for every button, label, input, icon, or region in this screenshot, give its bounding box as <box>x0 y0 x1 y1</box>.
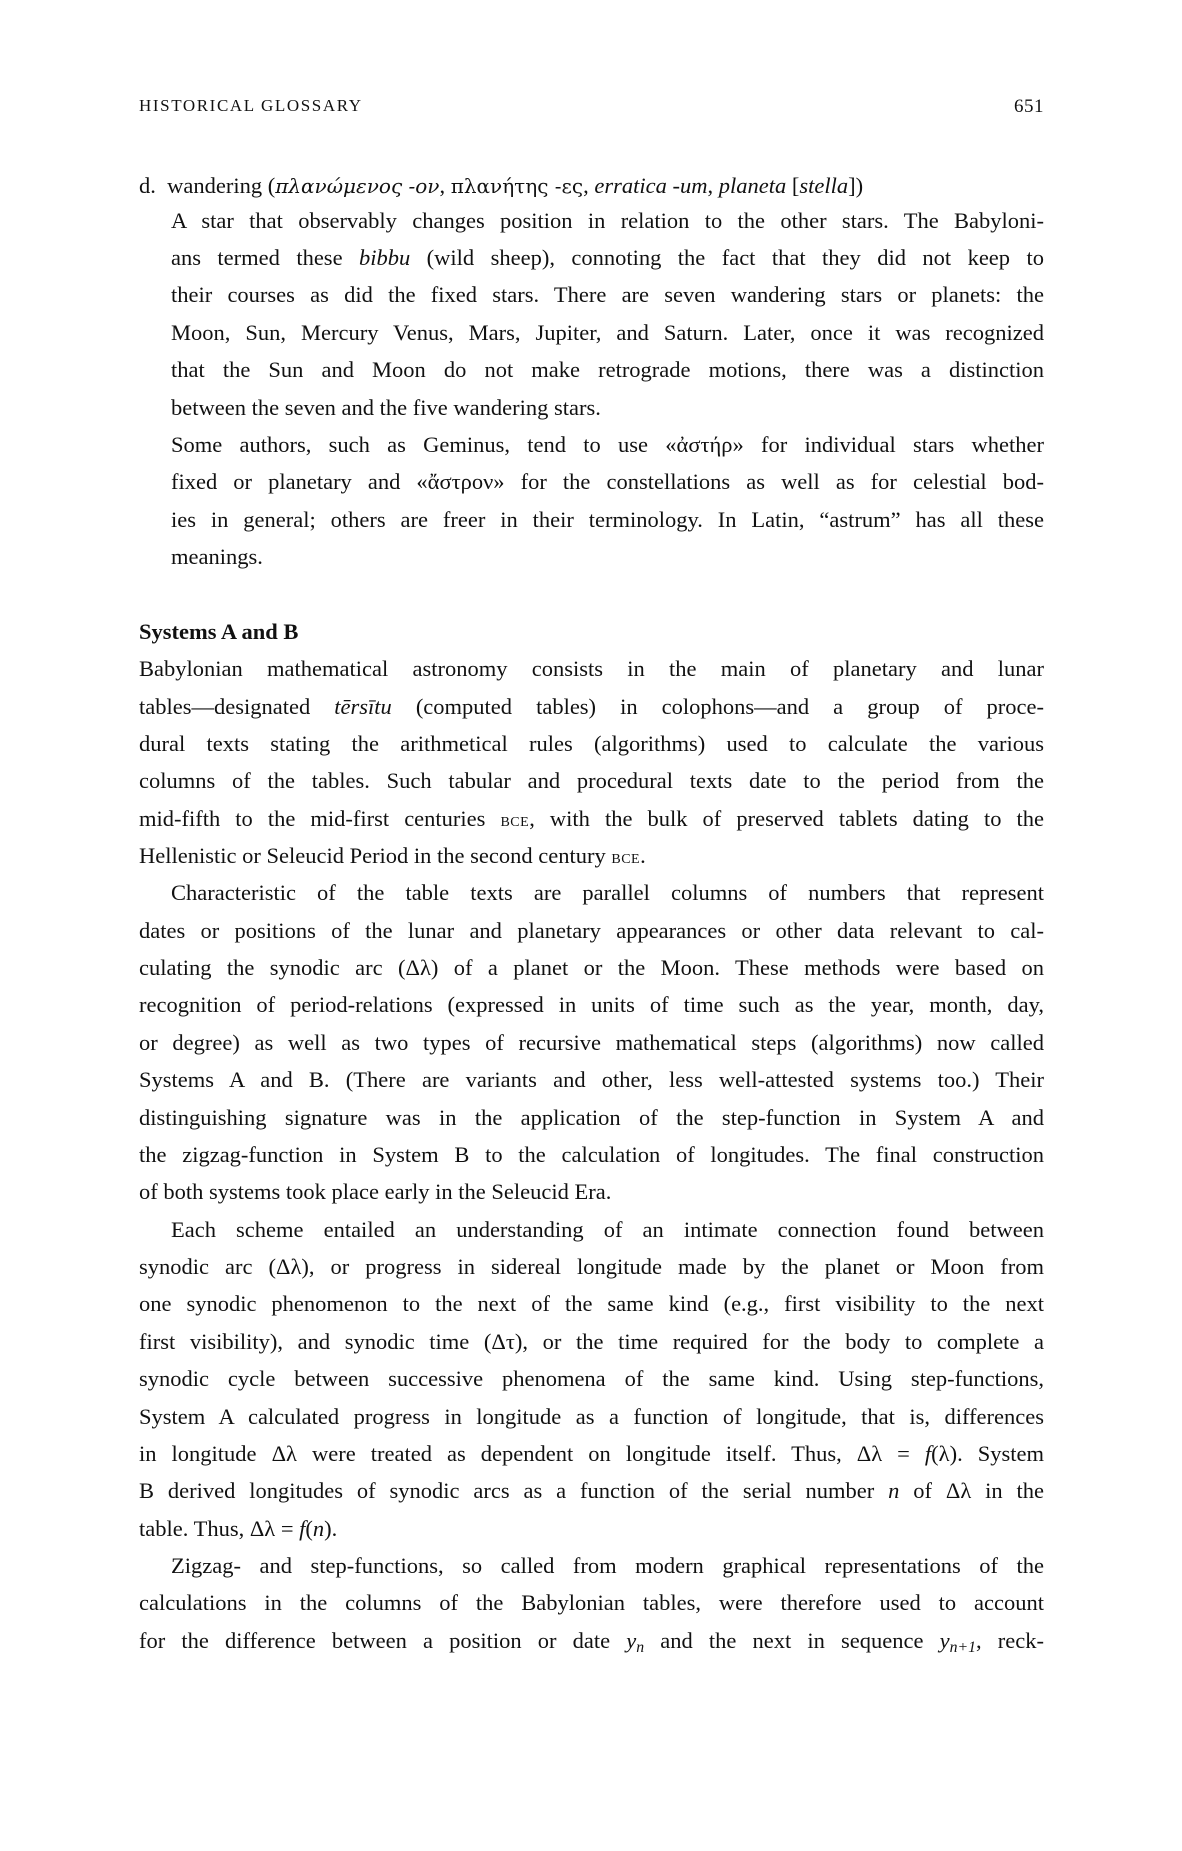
definition-line: meanings. <box>171 544 263 569</box>
definition-line: fixed or planetary and «ἄστρον» for the constellations as well as for celestial bod- <box>171 469 1044 494</box>
paragraph-line: of both systems took place early in the Seleucid Era. <box>139 1179 612 1204</box>
math-n: n <box>888 1478 900 1503</box>
running-head-title: HISTORICAL GLOSSARY <box>139 96 363 115</box>
paragraph-line: mid-fifth to the mid-first centuries bce, with the bulk of preserved tablets dating to the <box>139 806 1044 831</box>
page-number: 651 <box>1014 96 1044 117</box>
definition-line: Moon, Sun, Mercury Venus, Mars, Jupiter, and Saturn. Later, once it was recognized <box>171 320 1044 345</box>
paragraph-line: the zigzag-function in System B to the calculation of longitudes. The final construction <box>139 1142 1044 1167</box>
paragraph-line: synodic cycle between successive phenomena of the same kind. Using step-functions, <box>139 1366 1044 1391</box>
paragraph-line: Babylonian mathematical astronomy consists in the main of planetary and lunar <box>139 656 1044 681</box>
paragraph-line: Each scheme entailed an understanding of an intimate connection found between <box>171 1217 1044 1242</box>
paragraph-line: in longitude Δλ were treated as dependent on longitude itself. Thus, Δλ = f(λ). System <box>139 1441 1044 1466</box>
definition-line: ans termed these bibbu (wild sheep), connoting the fact that they did not keep to <box>171 245 1044 270</box>
paragraph-line: System A calculated progress in longitude as a function of longitude, that is, differences <box>139 1404 1044 1429</box>
paragraph-line: table. Thus, Δλ = f(n). <box>139 1516 338 1541</box>
definition-line: their courses as did the fixed stars. There are seven wandering stars or planets: the <box>171 282 1044 307</box>
paragraph-line: Hellenistic or Seleucid Period in the second century bce. <box>139 843 646 868</box>
math-y: y <box>939 1628 950 1653</box>
math-f: f <box>924 1441 932 1466</box>
latin-term-3: stella <box>799 173 849 198</box>
definition-line: that the Sun and Moon do not make retrograde motions, there was a distinction <box>171 357 1044 382</box>
definition-line: ies in general; others are freer in their terminology. In Latin, “astrum” has all these <box>171 507 1044 532</box>
paragraph-line: B derived longitudes of synodic arcs as a function of the serial number n of Δλ in the <box>139 1478 1044 1503</box>
paragraph-line: or degree) as well as two types of recursive mathematical steps (algorithms) now called <box>139 1030 1044 1055</box>
era-abbreviation: bce <box>611 846 641 868</box>
paragraph-line: synodic arc (Δλ), or progress in sidereal longitude made by the planet or Moon from <box>139 1254 1044 1279</box>
paragraph-line: calculations in the columns of the Babylonian tables, were therefore used to account <box>139 1590 1044 1615</box>
paragraph-line: culating the synodic arc (Δλ) of a planet or the Moon. These methods were based on <box>139 955 1044 980</box>
entry-term: wandering <box>167 173 263 198</box>
term-bibbu: bibbu <box>358 245 411 270</box>
math-subscript-n-plus-1: n+1 <box>949 1638 977 1656</box>
term-tersitu: tērsītu <box>334 694 392 719</box>
running-head <box>139 96 1044 122</box>
greek-term-2: πλανήτης -ες <box>450 174 584 198</box>
definition-line: between the seven and the five wandering stars. <box>171 395 601 420</box>
math-subscript-n: n <box>636 1638 645 1656</box>
greek-term-1: πλανώμενος -ον <box>275 174 440 198</box>
latin-term-2: planeta <box>718 173 787 198</box>
paragraph-line: Characteristic of the table texts are parallel columns of numbers that represent <box>171 880 1044 905</box>
math-n: n <box>312 1516 325 1541</box>
paragraph-line: first visibility), and synodic time (Δτ), or the time required for the body to complete a <box>139 1329 1044 1354</box>
paragraph-line: tables—designated tērsītu (computed tables) in colophons—and a group of proce- <box>139 694 1044 719</box>
glossary-entry-heading: d. wandering (πλανώμενος -ον, πλανήτης -ες, erratica -um, planeta [stella]) <box>139 173 864 198</box>
paragraph-line: dates or positions of the lunar and planetary appearances or other data relevant to cal- <box>139 918 1044 943</box>
paragraph-line: for the difference between a position or date $y_n$ and the next in sequence $y_{n+1}$, reck- <box>139 1628 1045 1656</box>
math-f: f <box>299 1516 306 1541</box>
era-abbreviation: bce <box>500 809 530 831</box>
section-heading: Systems A and B <box>139 619 299 644</box>
paragraph-line: Systems A and B. (There are variants and other, less well-attested systems too.) Their <box>139 1067 1044 1092</box>
latin-term-1: erratica -um <box>594 173 708 198</box>
paragraph-line: Zigzag- and step-functions, so called from modern graphical representations of the <box>171 1553 1044 1578</box>
math-y: y <box>626 1628 637 1653</box>
paragraph-line: distinguishing signature was in the application of the step-function in System A and <box>139 1105 1044 1130</box>
paragraph-line: one synodic phenomenon to the next of the same kind (e.g., first visibility to the next <box>139 1291 1044 1316</box>
paragraph-line: dural texts stating the arithmetical rules (algorithms) used to calculate the various <box>139 731 1044 756</box>
definition-line: A star that observably changes position in relation to the other stars. The Babyloni- <box>171 208 1044 233</box>
paragraph-line: recognition of period-relations (expressed in units of time such as the year, month, day, <box>139 992 1044 1017</box>
entry-label: d. <box>139 173 156 198</box>
paragraph-line: columns of the tables. Such tabular and procedural texts date to the period from the <box>139 768 1044 793</box>
definition-line: Some authors, such as Geminus, tend to use «ἀστήρ» for individual stars whether <box>171 432 1044 457</box>
